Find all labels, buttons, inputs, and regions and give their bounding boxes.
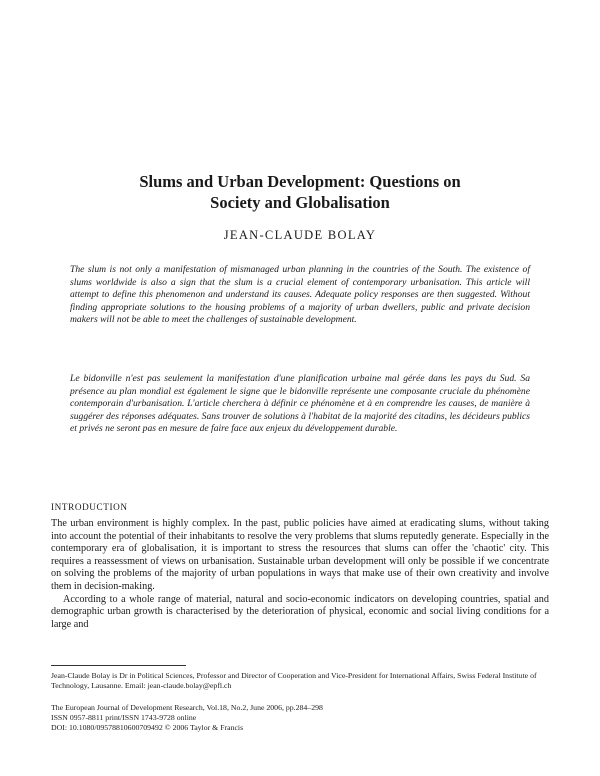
abstract-english: The slum is not only a manifestation of mismanaged urban planning in the countries of the South. The existence of slums worldwide is also a sign that the slum is a crucial element of contemporary urbanisation. This article will attempt to define this phenomenon and understand its causes. Adequate policy responses are then suggested. Without finding appropriate solutions to the housing problems of a majority of urban dwellers, public and private decision makers will not be able to meet the challenges of sustainable development. [70,264,530,326]
body-paragraph-1: The urban environment is highly complex. In the past, public policies have aimed at eradicating slums, without taking into account the potential of their inhabitants to resolve the very problems that slums reputedly generate. Especially in the contemporary era of globalisation, it is important to stress the resources that slums can offer the 'chaotic' city. This requires a reassessment of views on urbanisation. Sustainable urban development will only be possible if we concentrate on solving the problems of the majority of urban populations in ways that make use of their own creativity and involve them in decision-making. [51,518,549,592]
section-heading-introduction: INTRODUCTION [51,502,128,512]
author-name: JEAN-CLAUDE BOLAY [223,228,377,242]
article-title-line-2: Society and Globalisation [210,193,390,212]
journal-citation: The European Journal of Development Research, Vol.18, No.2, June 2006, pp.284–298 [51,703,323,712]
author-footnote: Jean-Claude Bolay is Dr in Political Sciences, Professor and Director of Cooperation and Vice-President for International Affairs, Swiss Federal Institute of Technology, Lausanne. Email: jean-claude.bolay@epfl.ch [51,671,537,691]
article-title-line-1: Slums and Urban Development: Questions on [139,172,461,191]
abstract-french: Le bidonville n'est pas seulement la manifestation d'une planification urbaine mal gérée dans les pays du Sud. Sa présence au plan mondial est également le signe que le bidonville représente une composante cruciale du phénomène contemporain d'urbanisation. L'article cherchera à définir ce phénomène et à en comprendre les causes, de manière à suggérer des réponses adéquates. Sans trouver de solutions à l'habitat de la majorité des citadins, les décideurs publics et privés ne seront pas en mesure de faire face aux enjeux du développement durable. [70,373,530,435]
doi-line: DOI: 10.1080/09578810600709492 © 2006 Taylor & Francis [51,723,244,733]
introduction-body [51,518,549,631]
footnote-divider [51,665,186,666]
publication-info [51,703,549,734]
issn-line: ISSN 0957-8811 print/ISSN 1743-9728 online [51,713,197,723]
article-title [100,171,500,213]
body-paragraph-2: According to a whole range of material, natural and socio-economic indicators on developing countries, spatial and demographic urban growth is characterised by the deterioration of physical, economic and social living conditions for a large and [51,593,549,630]
